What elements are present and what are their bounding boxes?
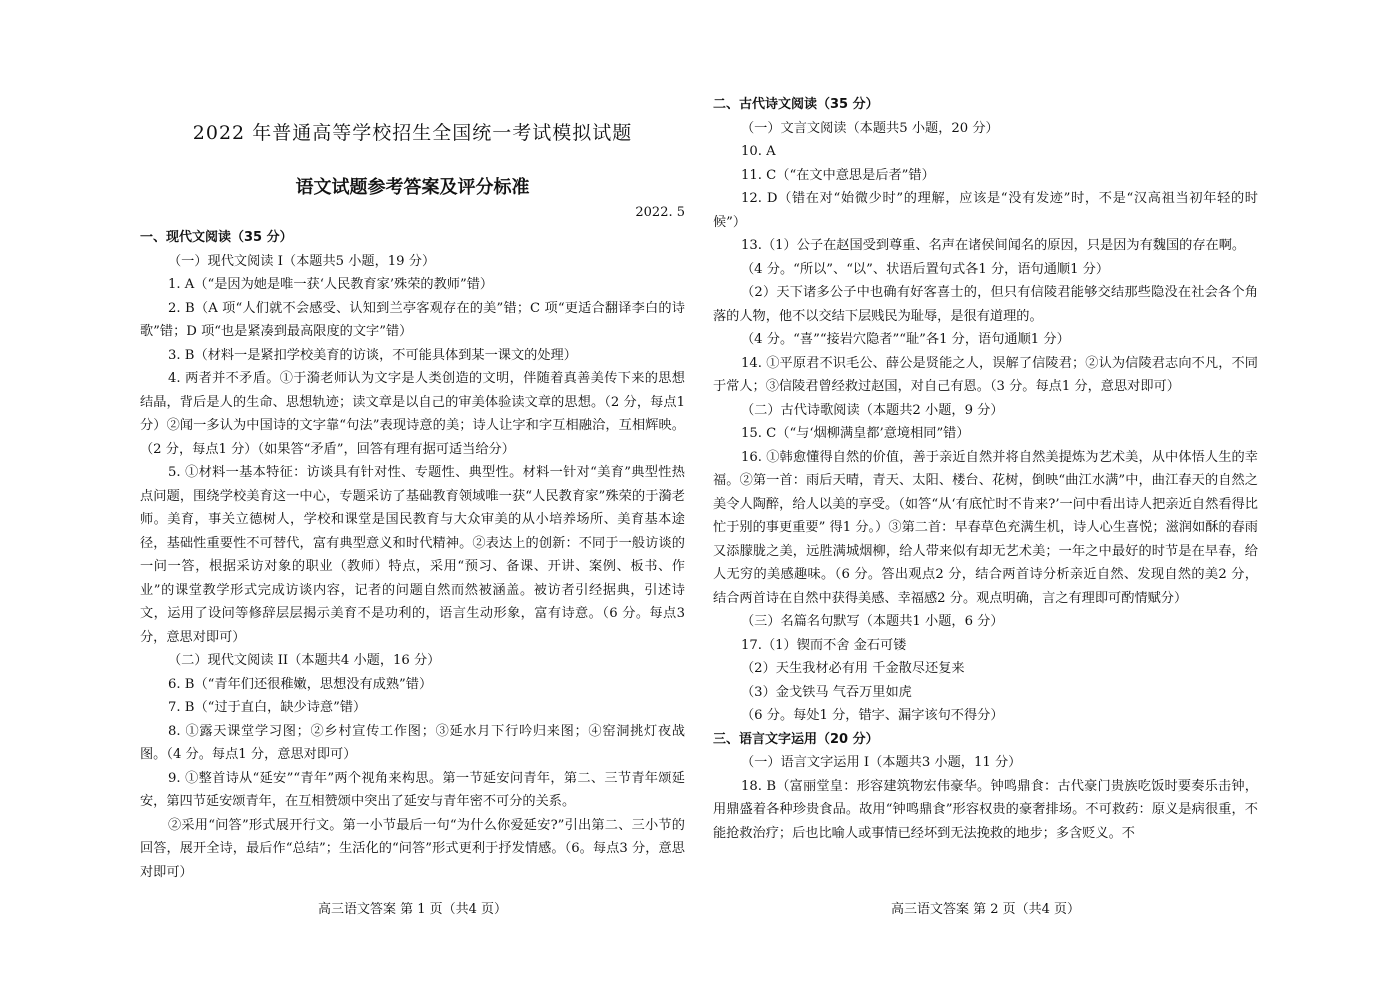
section-heading: 二、古代诗文阅读（35 分） [713,97,879,112]
answer-line: 15. C（“与‘烟柳满皇都’意境相同”错） [741,426,970,441]
answer-line: 6. B（“青年们还很稚嫩，思想没有成熟”错） [168,676,433,692]
answer-paragraph: 8. ①露天课堂学习图；②乡村宣传工作图；③延水月下行吟归来图；④窑洞挑灯夜战图。（4 分。每点1 分，意思对即可） [140,723,685,762]
answer-line: 10. A [741,144,776,159]
document-subtitle: 语文试题参考答案及评分标准 [295,177,530,198]
page-2-content [713,93,1258,845]
document-date: 2022. 5 [635,205,685,220]
subsection-heading: （二）现代文阅读 II（本题共4 小题，16 分） [168,653,441,668]
answer-line: （3）金戈铁马 气吞万里如虎 [741,684,912,700]
subsection-heading: （一）现代文阅读 I（本题共5 小题，19 分） [168,253,436,269]
scoring-note: （4 分。“喜”“接岩穴隐者”“耻”各1 分，语句通顺1 分） [741,332,1070,347]
answer-paragraph: 16. ①韩愈懂得自然的价值，善于亲近自然并将自然美提炼为艺术美，从中体悟人生的幸福。②第一首：雨后天晴，青天、太阳、楼台、花树，倒映“曲江水满”中，曲江春天的自然之美令人陶醉，给人以美的享受。（如答“从‘有底忙时不肯来?’一问中看出诗人把亲近自然看得比忙于别的事更重要” 得1 分。）③第二首：早春草色充满生机，诗人心生喜悦；滋润如酥的春雨又添朦胧之美，远胜满城烟柳，给人带来似有却无艺术美；一年之中最好的时节是在早春，给人无穷的美感趣味。（6 分。答出观点2 分，结合两首诗分析亲近自然、发现自然的美2 分，结合两首诗在自然中获得美感、幸福感2 分。观点明确，言之有理即可酌情赋分） [713,449,1258,606]
scoring-note: （4 分。“所以”、“以”、状语后置句式各1 分，语句通顺1 分） [741,261,1110,277]
answer-line: 17.（1）锲而不舍 金石可镂 [741,637,907,653]
answer-paragraph: ②采用“问答”形式展开行文。第一小节最后一句“为什么你爱延安?”引出第二、三小节的回答，展开全诗，最后作“总结”；生活化的“问答”形式更利于抒发情感。（6。每点3 分，意思对即可） [140,817,685,880]
page-footer: 高三语文答案 第 1 页（共4 页） [317,902,508,917]
answer-paragraph: 18. B（富丽堂皇：形容建筑物宏伟豪华。钟鸣鼎食：古代豪门贵族吃饭时要奏乐击钟，用鼎盛着各种珍贵食品。故用“钟鸣鼎食”形容权贵的豪奢排场。不可救药：原义是病很重，不能抢救治疗；后也比喻人或事情已经坏到无法挽救的地步；多含贬义。不 [713,778,1258,841]
scoring-note: （6 分。每处1 分，错字、漏字该句不得分） [741,708,1004,723]
answer-line: 3. B（材料一是紧扣学校美育的访谈，不可能具体到某一课文的处理） [168,347,577,363]
answer-paragraph: 9. ①整首诗从“延安”“青年”两个视角来构思。第一节延安问青年，第二、三节青年颂延安，第四节延安颂青年，在互相赞颂中突出了延安与青年密不可分的关系。 [140,770,685,809]
subsection-heading: （三）名篇名句默写（本题共1 小题，6 分） [741,614,1004,629]
document-title: 2022 年普通高等学校招生全国统一考试模拟试题 [192,122,633,144]
answer-line: （2）天生我材必有用 千金散尽还复来 [741,661,965,676]
answer-line: 7. B（“过于直白，缺少诗意”错） [168,700,367,715]
answer-paragraph: 13.（1）公子在赵国受到尊重、名声在诸侯间闻名的原因，只是因为有魏国的存在啊。 [741,238,1246,253]
answer-paragraph: 5. ①材料一基本特征：访谈具有针对性、专题性、典型性。材料一针对“美育”典型性热点问题，围绕学校美育这一中心，专题采访了基础教育领域唯一获“人民教育家”殊荣的于漪老师。美育，事关立德树人，学校和课堂是国民教育与大众审美的从小培养场所、美育基本途径，基础性重要性不可替代，富有典型意义和时代精神。②表达上的创新：不同于一般访谈的一问一答，根据采访对象的职业（教师）特点，采用“预习、备课、开讲、案例、板书、作业”的课堂教学形式完成访谈内容，记者的问题自然而然被涵盖。被访者引经据典，引述诗文，运用了设问等修辞层层揭示美育不是功利的，语言生动形象，富有诗意。（6 分。每点3 分，意思对即可） [140,465,685,645]
answer-paragraph: 12. D（错在对“始微少时”的理解，应该是“没有发迹”时，不是“汉高祖当初年轻的时候”） [713,191,1258,230]
section-heading: 一、现代文阅读（35 分） [140,230,293,245]
section-heading: 三、语言文字运用（20 分） [713,731,879,747]
answer-paragraph: （2）天下诸多公子中也确有好客喜士的，但只有信陵君能够交结那些隐没在社会各个角落的人物，他不以交结下层贱民为耻辱，是很有道理的。 [713,285,1258,324]
subsection-heading: （二）古代诗歌阅读（本题共2 小题，9 分） [741,402,1004,418]
answer-paragraph: 4. 两者并不矛盾。①于漪老师认为文字是人类创造的文明，伴随着真善美传下来的思想结晶，背后是人的生命、思想轨迹；读文章是以自己的审美体验读文章的思想。（2 分，每点1 分）②闻一多认为中国诗的文字靠“句法”表现诗意的美；诗人让字和字互相融洽，互相辉映。（2 分，每点1 分）（如果答“矛盾”，回答有理有据可适当给分） [140,371,685,457]
page-1-content [140,226,685,884]
page-footer: 高三语文答案 第 2 页（共4 页） [890,902,1081,917]
answer-line: 1. A（“是因为她是唯一获‘人民教育家’殊荣的教师”错） [168,277,494,292]
subsection-heading: （一）语言文字运用 I（本题共3 小题，11 分） [741,755,1022,770]
answer-line: 11. C（“在文中意思是后者”错） [741,167,935,183]
answer-paragraph: 14. ①平原君不识毛公、薛公是贤能之人，误解了信陵君；②认为信陵君志向不凡，不同于常人；③信陵君曾经救过赵国，对自己有恩。（3 分。每点1 分，意思对即可） [713,355,1258,394]
answer-paragraph: 2. B（A 项“人们就不会感受、认知到兰亭客观存在的美”错；C 项“更适合翻译李白的诗歌”错；D 项“也是紧凑到最高限度的文字”错） [140,300,685,339]
subsection-heading: （一）文言文阅读（本题共5 小题，20 分） [741,120,999,136]
